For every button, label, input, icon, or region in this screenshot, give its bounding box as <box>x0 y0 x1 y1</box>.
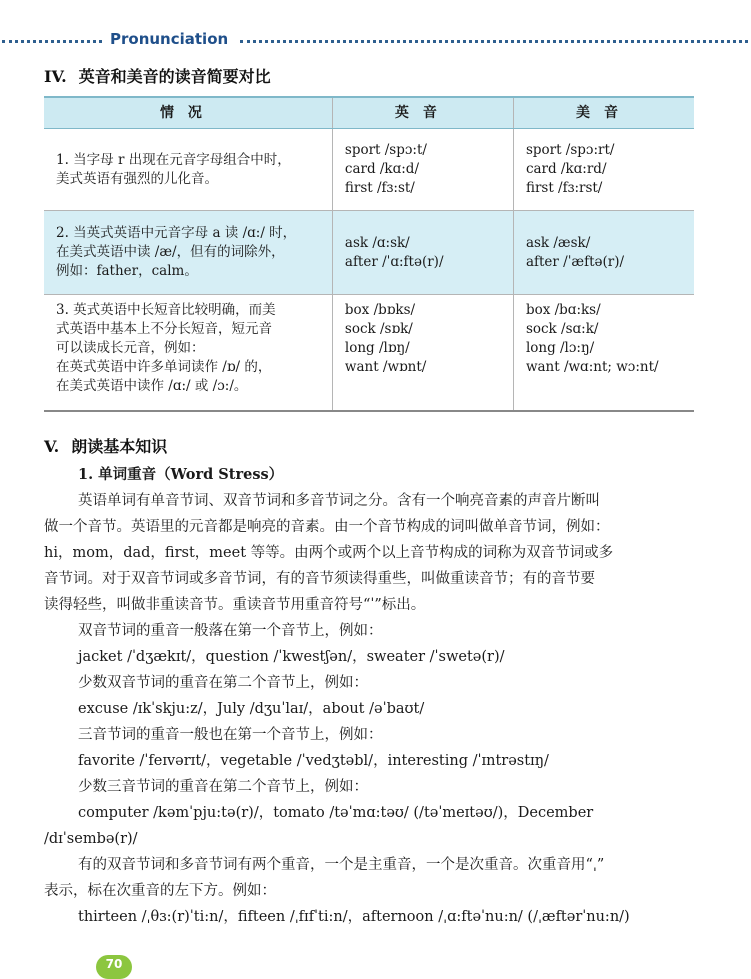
situation-cell <box>44 211 332 295</box>
cell-line: box /bɑ:ks/ <box>525 302 601 318</box>
cell-line: sport /spɔ:rt/ <box>525 142 615 158</box>
cell-line: 美式英语有强烈的儿化音。 <box>56 170 218 187</box>
rule-line: 少数双音节词的重音在第二个音节上，例如： <box>78 675 368 691</box>
section-5-heading <box>44 434 167 457</box>
paragraph-line: 表示，标在次重音的左下方。例如： <box>44 883 276 899</box>
header-title: Pronunciation <box>110 30 229 48</box>
paragraph-line: 音节词。对于双音节词或多音节词，有的音节须读得重些，叫做重读音节；有的音节要 <box>44 571 595 587</box>
cell-line: sock /sɒk/ <box>344 321 413 337</box>
dotted-rule-left <box>2 40 102 43</box>
example-line: excuse /ɪkˈskju:z/，July /dʒuˈlaɪ/，about /əˈbaʊt/ <box>78 701 425 717</box>
cell-line: first /fɜ:rst/ <box>525 180 603 196</box>
paragraph-line: 做一个音节。英语里的元音都是响亮的音素。由一个音节构成的词叫做单音节词，例如： <box>44 519 610 535</box>
page-header <box>0 30 751 52</box>
american-cell <box>513 295 694 411</box>
page-number-badge: 70 <box>96 955 132 979</box>
cell-line: card /kɑ:rd/ <box>525 161 607 177</box>
cell-line: want /wɒnt/ <box>344 359 427 375</box>
cell-line: sport /spɔ:t/ <box>344 142 427 158</box>
cell-line: 可以读成长元音，例如： <box>56 340 205 356</box>
table-row <box>44 129 694 211</box>
american-cell <box>513 129 694 211</box>
rule-line: 双音节词的重音一般落在第一个音节上，例如： <box>78 623 383 639</box>
section-4-heading <box>44 64 271 87</box>
cell-line: after /ˈæftə(r)/ <box>525 253 625 270</box>
section-5-body <box>44 462 699 930</box>
paragraph-line: 有的双音节词和多音节词有两个重音，一个是主重音，一个是次重音。次重音用“ˌ” <box>78 857 605 873</box>
example-line: favorite /ˈfeɪvərɪt/，vegetable /ˈvedʒtəbl/，interesting /ˈɪntrəstɪŋ/ <box>78 753 549 769</box>
section-5-number: V. <box>44 437 60 456</box>
rule-line: 三音节词的重音一般也在第一个音节上，例如： <box>78 727 383 743</box>
cell-line: ask /æsk/ <box>525 234 591 251</box>
column-header-american: 美音 <box>513 97 694 129</box>
section-5-title: 朗读基本知识 <box>71 437 168 456</box>
rule-line: 少数三音节词的重音在第二个音节上，例如： <box>78 779 368 795</box>
cell-line: after /ˈɑ:ftə(r)/ <box>344 253 444 270</box>
example-line: thirteen /ˌθɜ:(r)ˈti:n/，fifteen /ˌfɪfˈti:n/，afternoon /ˌɑ:ftəˈnu:n/ (/ˌæftərˈnu:n/) <box>78 909 630 925</box>
column-header-british: 英音 <box>332 97 513 129</box>
cell-line: 在英式英语中许多单词读作 /ɒ/ 的， <box>56 359 272 375</box>
comparison-table <box>44 96 694 412</box>
cell-line: card /kɑ:d/ <box>344 161 419 177</box>
section-4-number: IV. <box>44 67 67 86</box>
example-line: computer /kəmˈpju:tə(r)/，tomato /təˈmɑ:təʊ/ (/təˈmeɪtəʊ/)，December <box>78 805 594 821</box>
example-line: /dɪˈsembə(r)/ <box>44 831 138 847</box>
situation-cell <box>44 295 332 411</box>
column-header-situation: 情况 <box>44 97 332 129</box>
cell-line: first /fɜ:st/ <box>344 180 415 196</box>
cell-line: long /lɒŋ/ <box>344 340 410 356</box>
table-row <box>44 295 694 411</box>
paragraph-line: 读得轻些，叫做非重读音节。重读音节用重音符号“ˈ”标出。 <box>44 597 426 613</box>
cell-line: 式英语中基本上不分长短音，短元音 <box>56 321 272 337</box>
table-row <box>44 211 694 295</box>
cell-line: 1. 当字母 r 出现在元音字母组合中时， <box>56 151 291 168</box>
cell-line: long /lɔ:ŋ/ <box>525 340 595 356</box>
table-header-row <box>44 97 694 129</box>
cell-line: 3. 英式英语中长短音比较明确，而美 <box>56 302 276 318</box>
situation-cell <box>44 129 332 211</box>
cell-line: sock /sɑ:k/ <box>525 321 599 337</box>
cell-line: 在美式英语中读 /æ/，但有的词除外， <box>56 244 285 260</box>
cell-line: 在美式英语中读作 /ɑ:/ 或 /ɔ:/。 <box>56 378 248 394</box>
subsection-heading: 1. 单词重音（Word Stress） <box>78 466 284 483</box>
example-line: jacket /ˈdʒækɪt/，question /ˈkwestʃən/，sweater /ˈswetə(r)/ <box>78 649 505 665</box>
british-cell <box>332 129 513 211</box>
cell-line: 例如：father，calm。 <box>56 263 198 279</box>
cell-line: ask /ɑ:sk/ <box>344 234 410 251</box>
dotted-rule-right <box>240 40 748 43</box>
section-4-title: 英音和美音的读音简要对比 <box>78 67 271 86</box>
cell-line: want /wɑ:nt; wɔ:nt/ <box>525 359 659 375</box>
american-cell <box>513 211 694 295</box>
paragraph-line: 英语单词有单音节词、双音节词和多音节词之分。含有一个响亮音素的声音片断叫 <box>78 493 600 509</box>
cell-line: 2. 当英式英语中元音字母 a 读 /ɑ:/ 时， <box>56 225 297 241</box>
cell-line: box /bɒks/ <box>344 302 416 318</box>
paragraph-line: hi，mom，dad，first，meet 等等。由两个或两个以上音节构成的词称为双音节词或多 <box>44 545 614 561</box>
british-cell <box>332 211 513 295</box>
british-cell <box>332 295 513 411</box>
